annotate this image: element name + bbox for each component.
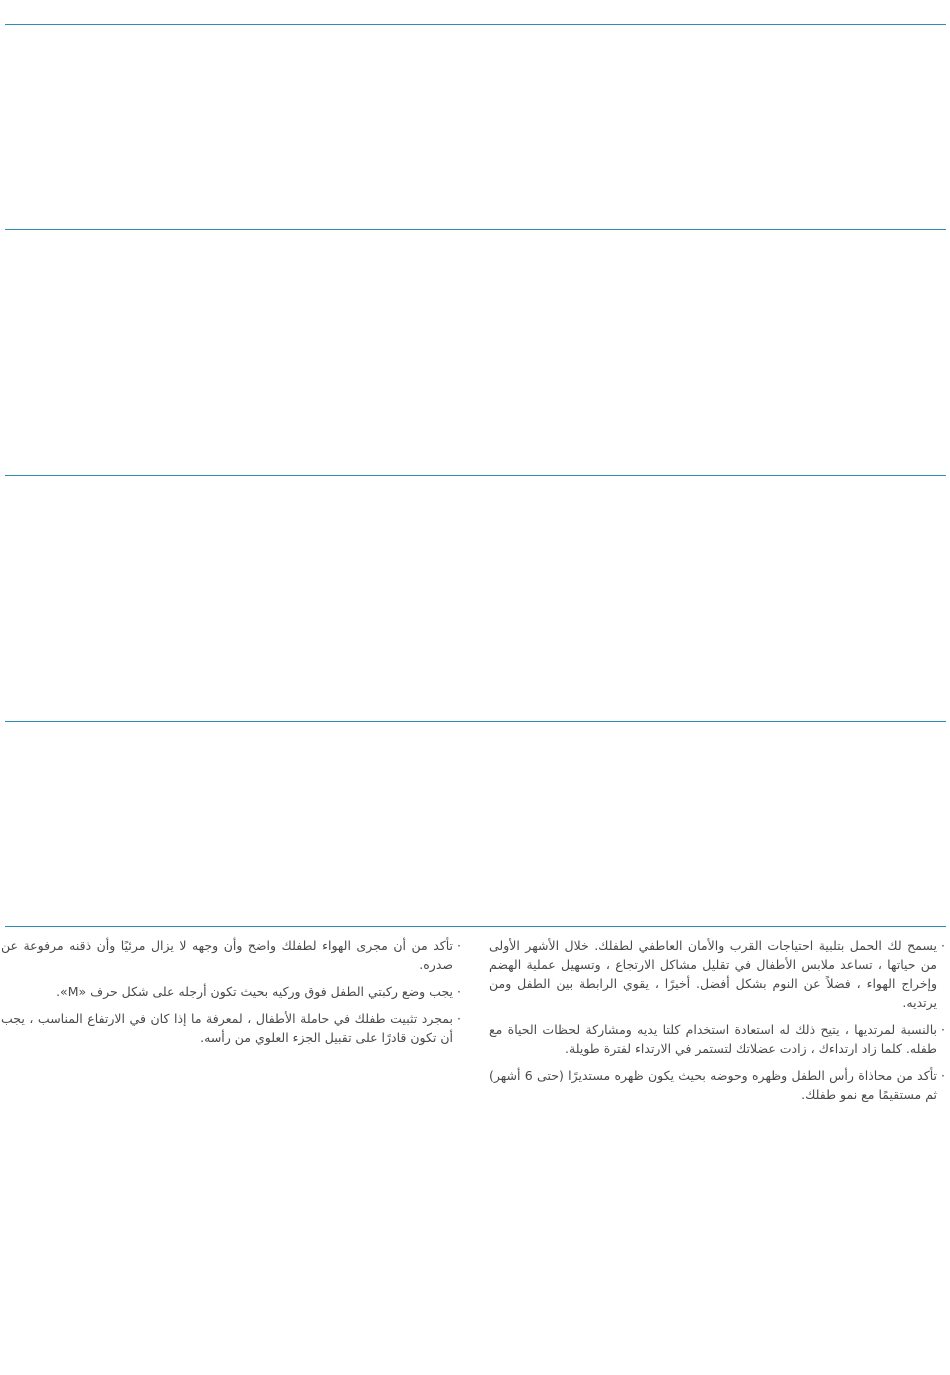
bullet-mark: · [457, 984, 461, 999]
bullet-text: يجب وضع ركبتي الطفل فوق وركيه بحيث تكون أرجله على شكل حرف «M». [56, 984, 453, 999]
bullet-text: يسمح لك الحمل بتلبية احتياجات القرب والأمان العاطفي لطفلك. خلال الأشهر الأولى من حياتها ، تساعد ملابس الأطفال في تقليل مشاكل الارتجاع ، وتسهيل عملية الهضم وإخراج الهواء ، فضلاً عن النوم بشكل أفضل. أخيرًا ، يقوي الرابطة بين الطفل ومن يرتديه. [489, 938, 937, 1010]
bullet-mark: · [941, 1068, 945, 1083]
bullet-item-alignment [489, 1066, 945, 1104]
bullet-item-airway [1, 936, 461, 974]
bullet-item-height [1, 1009, 461, 1047]
left-text-column [1, 936, 461, 1055]
bullet-text: تأكد من محاذاة رأس الطفل وظهره وحوضه بحيث يكون ظهره مستديرًا (حتى 6 أشهر) ثم مستقيمًا مع نمو طفلك. [489, 1068, 937, 1102]
bullet-mark: · [457, 938, 461, 953]
bullet-item-benefits-baby [489, 936, 945, 1012]
bullet-mark: · [457, 1011, 461, 1026]
section-divider-2 [5, 229, 946, 230]
bullet-mark: · [941, 1022, 945, 1037]
section-divider-5 [5, 926, 946, 927]
bullet-mark: · [941, 938, 945, 953]
bullet-text: بمجرد تثبيت طفلك في حاملة الأطفال ، لمعرفة ما إذا كان في الارتفاع المناسب ، يجب أن تكون قادرًا على تقبيل الجزء العلوي من رأسه. [1, 1011, 453, 1045]
bullet-text: بالنسبة لمرتديها ، يتيح ذلك له استعادة استخدام كلتا يديه ومشاركة لحظات الحياة مع طفله. كلما زاد ارتداءك ، زادت عضلاتك لتستمر في الارتداء لفترة طويلة. [489, 1022, 937, 1056]
bullet-item-knees [1, 982, 461, 1001]
bullet-text: تأكد من أن مجرى الهواء لطفلك واضح وأن وجهه لا يزال مرئيًا وأن ذقنه مرفوعة عن صدره. [1, 938, 453, 972]
section-divider-1 [5, 24, 946, 25]
section-divider-4 [5, 721, 946, 722]
right-text-column [489, 936, 945, 1112]
section-divider-3 [5, 475, 946, 476]
bullet-item-benefits-wearer [489, 1020, 945, 1058]
